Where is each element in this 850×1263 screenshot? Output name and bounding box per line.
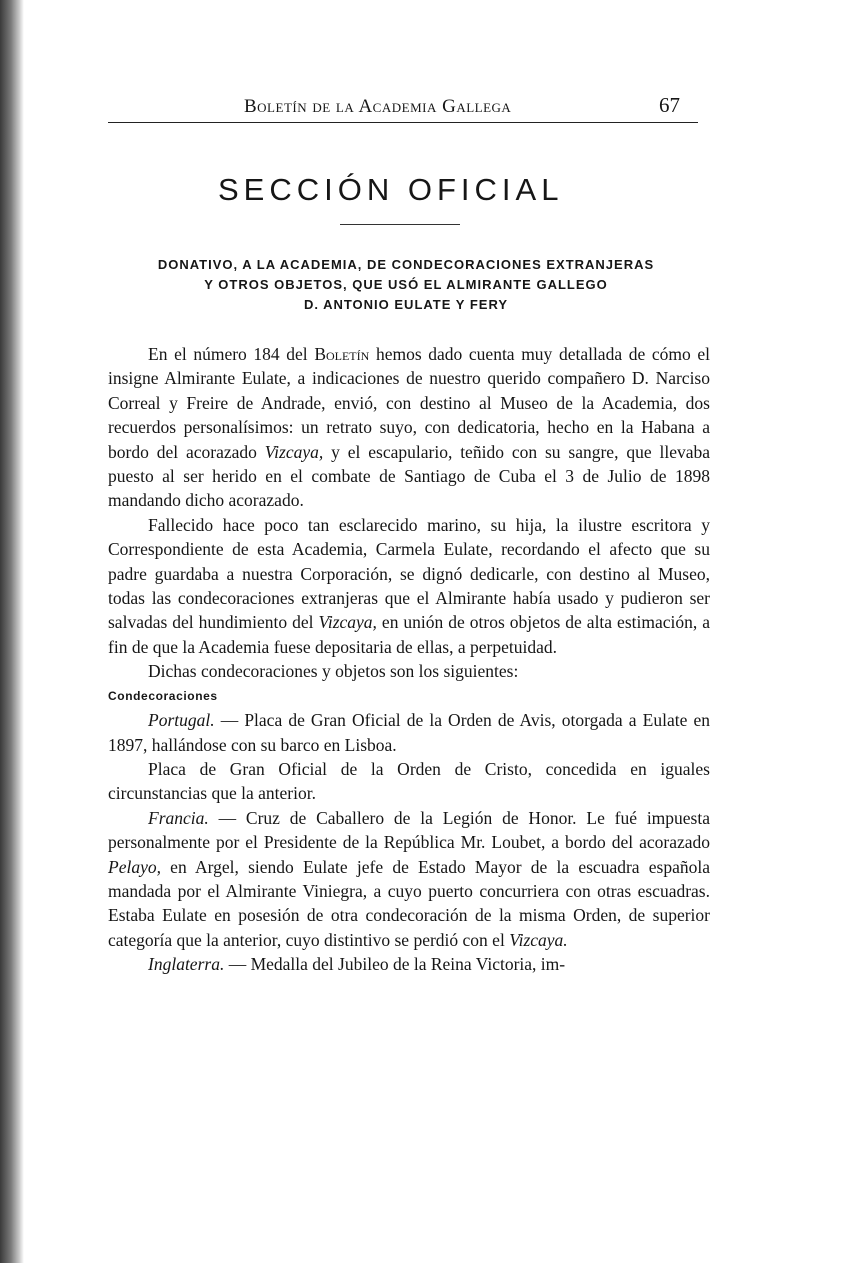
ship-name: Vizcaya. — [509, 929, 568, 950]
page-number: 67 — [659, 93, 680, 117]
page-edge-shadow — [0, 0, 24, 1263]
ship-name: Vizcaya, — [318, 612, 377, 633]
title-rule — [340, 224, 460, 225]
country-portugal: Portugal. — [148, 710, 215, 731]
journal-name: Boletín de la Academia Gallega — [244, 96, 512, 117]
country-inglaterra: Inglaterra. — [148, 954, 225, 975]
entry-inglaterra-text: — Medalla del Jubileo de la Reina Victoria, im- — [224, 954, 566, 975]
subheading-condecoraciones: Condecoraciones — [108, 688, 218, 703]
article-heading-line-2: Y OTROS OBJETOS, QUE USÓ EL ALMIRANTE GALLEGO — [204, 277, 608, 292]
country-francia: Francia. — [148, 807, 209, 828]
ship-name: Pelayo, — [108, 856, 161, 877]
paragraph-1 — [108, 342, 710, 513]
paragraph-2-text-b: en unión de otros objetos de alta estimación, a fin de que la Academia fuese depositaria de ellas, a perpetuidad. — [108, 612, 710, 657]
entry-orden-cristo: Placa de Gran Oficial de la Orden de Cristo, concedida en iguales circunstancias que la anterior. — [108, 758, 710, 804]
running-header — [108, 92, 698, 123]
entry-francia-text-b: en Argel, siendo Eulate jefe de Estado Mayor de la escuadra española mandada por el Almirante Viniegra, a cuyo puerto concurriera con otras escuadras. Estaba Eulate en posesión de otra condecoración de la misma Orden, de superior categoría que la anterior, cuyo distintivo se perdió con el — [108, 856, 710, 950]
entry-inglaterra — [108, 952, 710, 976]
entry-portugal-text: — Placa de Gran Oficial de la Orden de Avis, otorgada a Eulate en 1897, hallándose con su barco en Lisboa. — [108, 710, 710, 755]
paragraph-1-text-b: hemos dado cuenta muy detallada de cómo el insigne Almirante Eulate, a indicaciones de nuestro querido compañero D. Narciso Correal y Freire de Andrade, envió, con destino al Museo de la Academia, dos recuerdos personalísimos: un retrato suyo, con dedicatoria, hecho en la Habana a bordo del acorazado — [108, 344, 711, 462]
boletin-reference: Boletín — [314, 344, 370, 364]
paragraph-2 — [108, 513, 710, 659]
article-heading — [104, 255, 708, 315]
paragraph-2-text-a: Fallecido hace poco tan esclarecido marino, su hija, la ilustre escritora y Correspondiente de esta Academia, Carmela Eulate, recordando el afecto que su padre guardaba a nuestra Corporación, se dignó dedicarle, con destino al Museo, todas las condecoraciones extranjeras que el Almirante había usado y pudieron ser salvadas del hundimiento del — [108, 514, 710, 633]
article-heading-line-1: DONATIVO, A LA ACADEMIA, DE CONDECORACIONES EXTRANJERAS — [157, 257, 655, 272]
entry-portugal — [108, 708, 710, 757]
section-title: SECCIÓN OFICIAL — [218, 172, 564, 207]
paragraph-1-text-a: En el número 184 del — [148, 344, 315, 364]
paragraph-3: Dichas condecoraciones y objetos son los siguientes: — [148, 661, 519, 682]
article-body — [108, 342, 710, 977]
entry-francia — [108, 806, 710, 952]
paragraph-1-text-c: y el escapulario, teñido con su sangre, que llevaba puesto al ser herido en el combate de Santiago de Cuba el 3 de Julio de 1898 mandando dicho acorazado. — [108, 441, 710, 511]
article-heading-line-3: D. ANTONIO EULATE Y FERY — [303, 297, 509, 312]
entry-francia-text-a: — Cruz de Caballero de la Legión de Honor. Le fué impuesta personalmente por el Presidente de la República Mr. Loubet, a bordo del acorazado — [108, 807, 710, 853]
ship-name: Vizcaya, — [264, 441, 324, 462]
